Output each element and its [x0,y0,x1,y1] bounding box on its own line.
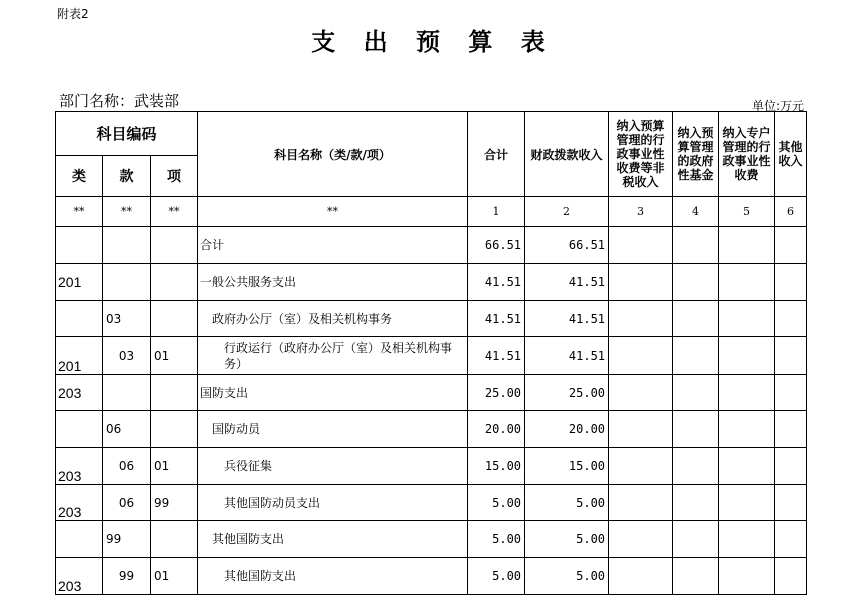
empty-cell [609,227,673,264]
empty-cell [673,485,719,521]
xiang-cell [151,411,198,448]
lei-cell: 203 [56,485,103,521]
empty-cell [673,521,719,558]
xiang-cell: 99 [151,485,198,521]
table-row [56,227,807,264]
index-cell: ** [151,197,198,227]
xiang-cell: 01 [151,337,198,375]
fiscal-cell: 41.51 [525,301,609,337]
xiang-cell [151,227,198,264]
empty-cell [719,337,775,375]
empty-cell [609,375,673,411]
page-title: 支 出 预 算 表 [311,27,555,56]
lei-cell [56,301,103,337]
fiscal-cell: 5.00 [525,558,609,595]
table-row [56,521,807,558]
fiscal-cell: 41.51 [525,337,609,375]
lei-cell: 201 [56,264,103,301]
empty-cell [609,448,673,485]
empty-cell [775,301,807,337]
empty-cell [673,337,719,375]
lei-cell: 201 [56,337,103,375]
lei-header: 类 [56,156,103,197]
other-income-header: 其他收入 [775,112,807,197]
table-row [56,485,807,521]
kuan-cell: 03 [103,301,151,337]
empty-cell [609,485,673,521]
total-header: 合计 [468,112,525,197]
total-cell: 5.00 [468,558,525,595]
xiang-cell: 01 [151,558,198,595]
empty-cell [719,411,775,448]
kuan-cell: 06 [103,485,151,521]
total-cell: 25.00 [468,375,525,411]
table-row [56,264,807,301]
subject-name-cell: 其他国防支出 [198,521,468,558]
kuan-cell: 06 [103,448,151,485]
empty-cell [673,375,719,411]
empty-cell [719,521,775,558]
header-row-1 [56,112,807,156]
lei-cell [56,521,103,558]
total-cell: 5.00 [468,521,525,558]
fiscal-cell: 66.51 [525,227,609,264]
department-name: 部门名称：武装部 [59,92,180,110]
empty-cell [609,264,673,301]
fiscal-cell: 5.00 [525,521,609,558]
special-fee-header: 纳入专户管理的行政事业性收费 [719,112,775,197]
empty-cell [673,558,719,595]
table-row [56,411,807,448]
total-cell: 5.00 [468,485,525,521]
kuan-cell: 99 [103,521,151,558]
budget-table [55,111,807,595]
empty-cell [673,411,719,448]
lei-cell: 203 [56,558,103,595]
empty-cell [775,227,807,264]
index-cell: 2 [525,197,609,227]
total-cell: 41.51 [468,337,525,375]
empty-cell [775,337,807,375]
kuan-cell [103,264,151,301]
admin-fee-header: 纳入预算管理的行政事业性收费等非税收入 [609,112,673,197]
empty-cell [775,264,807,301]
subject-name-cell: 合计 [198,227,468,264]
lei-cell [56,227,103,264]
empty-cell [609,411,673,448]
xiang-cell [151,521,198,558]
empty-cell [719,301,775,337]
annex-label: 附表2 [57,7,89,21]
fiscal-cell: 5.00 [525,485,609,521]
kuan-cell: 99 [103,558,151,595]
index-row [56,197,807,227]
lei-cell [56,411,103,448]
index-cell: 5 [719,197,775,227]
empty-cell [719,485,775,521]
empty-cell [719,375,775,411]
table-row [56,558,807,595]
empty-cell [609,301,673,337]
empty-cell [719,264,775,301]
kuan-cell [103,227,151,264]
total-cell: 15.00 [468,448,525,485]
empty-cell [609,337,673,375]
kuan-cell: 03 [103,337,151,375]
table-row [56,448,807,485]
total-cell: 20.00 [468,411,525,448]
empty-cell [775,411,807,448]
total-cell: 41.51 [468,264,525,301]
fiscal-header: 财政拨款收入 [525,112,609,197]
fiscal-cell: 41.51 [525,264,609,301]
xiang-cell [151,301,198,337]
empty-cell [775,485,807,521]
empty-cell [719,448,775,485]
empty-cell [673,301,719,337]
subject-name-cell: 政府办公厅（室）及相关机构事务 [198,301,468,337]
index-cell: 3 [609,197,673,227]
kuan-cell: 06 [103,411,151,448]
subject-name-cell: 兵役征集 [198,448,468,485]
fiscal-cell: 15.00 [525,448,609,485]
index-cell: 1 [468,197,525,227]
empty-cell [775,448,807,485]
subject-name-cell: 国防支出 [198,375,468,411]
empty-cell [609,521,673,558]
empty-cell [673,264,719,301]
xiang-cell [151,375,198,411]
subject-name-cell: 其他国防动员支出 [198,485,468,521]
empty-cell [673,227,719,264]
xiang-cell: 01 [151,448,198,485]
fiscal-cell: 20.00 [525,411,609,448]
lei-cell: 203 [56,375,103,411]
subject-code-header: 科目编码 [56,112,198,156]
empty-cell [775,558,807,595]
index-cell: 6 [775,197,807,227]
index-cell: 4 [673,197,719,227]
total-cell: 66.51 [468,227,525,264]
kuan-cell [103,375,151,411]
empty-cell [775,521,807,558]
subject-name-cell: 一般公共服务支出 [198,264,468,301]
empty-cell [673,448,719,485]
index-cell: ** [103,197,151,227]
table-row [56,337,807,375]
subject-name-cell: 国防动员 [198,411,468,448]
kuan-header: 款 [103,156,151,197]
unit-label: 单位:万元 [751,99,804,113]
empty-cell [775,375,807,411]
empty-cell [609,558,673,595]
index-cell: ** [198,197,468,227]
lei-cell: 203 [56,448,103,485]
subject-name-cell: 行政运行（政府办公厅（室）及相关机构事务） [198,337,468,375]
table-row [56,301,807,337]
xiang-header: 项 [151,156,198,197]
index-cell: ** [56,197,103,227]
fiscal-cell: 25.00 [525,375,609,411]
total-cell: 41.51 [468,301,525,337]
subject-name-cell: 其他国防支出 [198,558,468,595]
empty-cell [719,558,775,595]
empty-cell [719,227,775,264]
table-row [56,375,807,411]
subject-name-header: 科目名称（类/款/项） [198,112,468,197]
gov-fund-header: 纳入预算管理的政府性基金 [673,112,719,197]
xiang-cell [151,264,198,301]
